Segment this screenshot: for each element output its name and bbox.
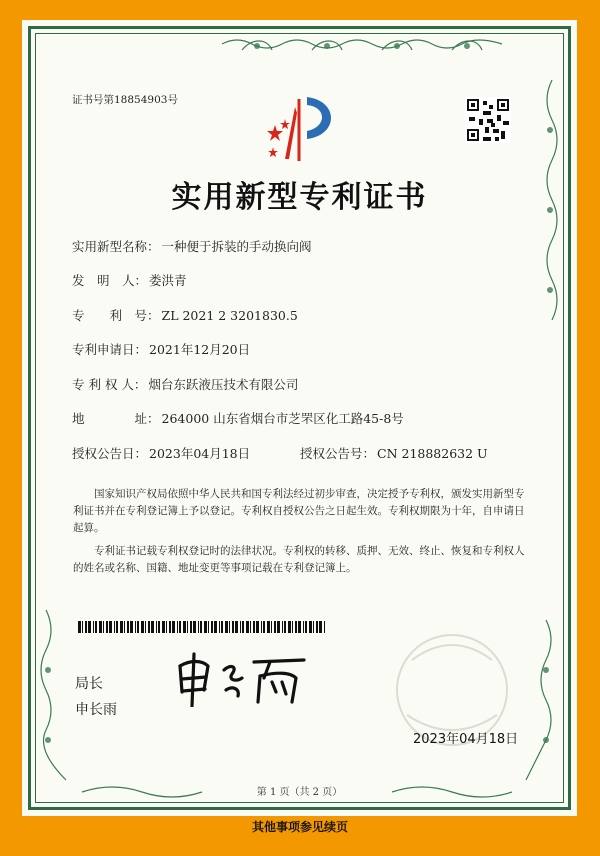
grant-statement: 国家知识产权局依照中华人民共和国专利法经过初步审查，决定授予专利权，颁发实用新型专利证书并在专利登记簿上予以登记。专利权自授权公告之日起生效。专利权期限为十年，自申请日起算。 [73,488,525,534]
inventor-value: 娄洪青 [149,273,187,288]
cnipa-logo-icon [265,95,345,165]
legal-status-statement: 专利证书记载专利权登记时的法律状况。专利权的转移、质押、无效、终止、恢复和专利权人的姓名或名称、国籍、地址变更等事项记载在专利登记簿上。 [73,545,525,574]
grant-date-row [72,444,250,462]
signature-title: 局长 [75,676,103,692]
grant-date-label: 授权公告日： [72,446,148,461]
address-row [72,409,404,427]
address-label: 地 址： [72,411,160,426]
grant-number-row [300,444,488,462]
utility-name-value: 一种便于拆装的手动换向阀 [161,239,312,254]
footer-note: 其他事项参见续页 [251,820,348,834]
inventor-label: 发 明 人： [72,273,148,288]
inventor-row [72,271,187,289]
filing-date-label: 专利申请日： [72,342,148,357]
patentee-value: 烟台东跃液压技术有限公司 [148,377,299,392]
patent-number-label: 专 利 号： [72,308,160,323]
grant-date-value: 2023年04月18日 [149,446,251,461]
patentee-row [72,375,298,393]
patent-number-row [72,306,298,324]
barcode-icon [78,621,328,633]
address-value: 264000 山东省烟台市芝罘区化工路45-8号 [161,411,404,426]
signature-name: 申长雨 [75,702,117,718]
signature-date: 2023年04月18日 [413,732,519,747]
patentee-label: 专 利 权 人： [72,377,147,392]
qr-code-icon [465,97,511,143]
grant-number-label: 授权公告号： [300,446,376,461]
filing-date-row [72,340,250,358]
patent-number-value: ZL 2021 2 3201830.5 [161,308,298,323]
page-number: 第 1 页（共 2 页） [256,787,343,798]
filing-date-value: 2021年12月20日 [149,342,251,357]
certificate-title: 实用新型专利证书 [171,180,428,215]
grant-number-value: CN 218882632 U [377,446,488,461]
certificate-paper [22,20,577,816]
utility-name-label: 实用新型名称： [72,239,160,254]
handwritten-signature-icon [172,652,312,707]
certificate-number: 证书号第18854903号 [72,94,178,106]
utility-name-row [72,237,312,255]
